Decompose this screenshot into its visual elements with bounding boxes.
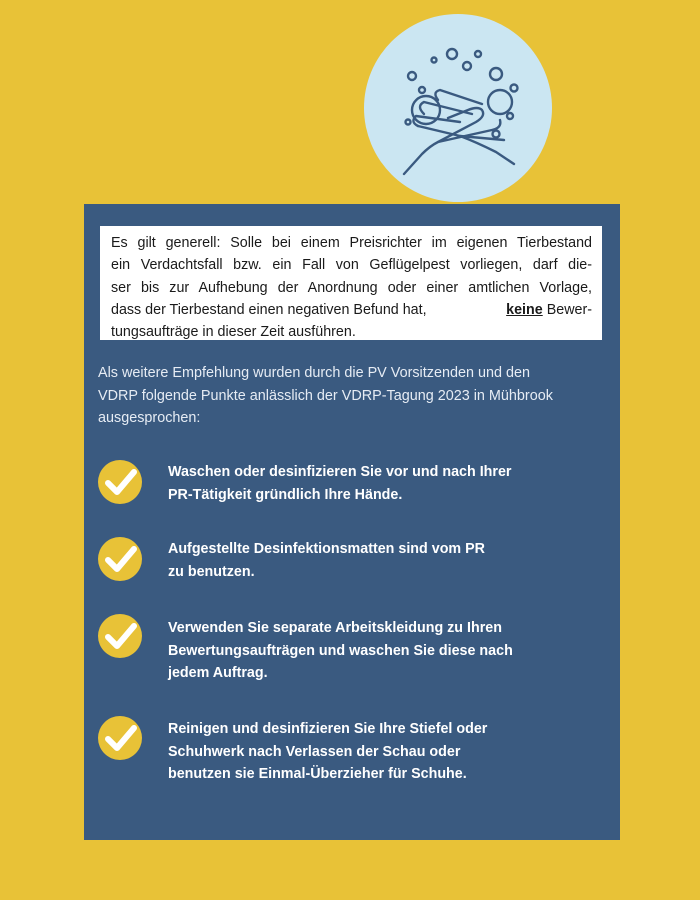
list-item-line: Aufgestellte Desinfektionsmatten sind vom PR xyxy=(168,541,485,557)
list-item-line: Waschen oder desinfizieren Sie vor und nach Ihrer xyxy=(168,464,512,480)
notice-line: ser bis zur Aufhebung der Anordnung oder einer amtlichen Vorlage, xyxy=(111,279,592,296)
list-item-text xyxy=(168,617,588,685)
checkmark-icon xyxy=(98,537,142,581)
checkmark-icon xyxy=(98,614,142,658)
info-panel xyxy=(84,204,620,840)
checkmark-icon xyxy=(98,460,142,504)
notice-box xyxy=(100,226,602,340)
notice-line: Es gilt generell: Solle bei einem Preisrichter im eigenen Tierbestand xyxy=(111,235,592,251)
list-item-line: benutzen sie Einmal-Überzieher für Schuhe. xyxy=(168,766,467,782)
notice-line: ein Verdachtsfall bzw. ein Fall von Geflügelpest vorliegen, darf die- xyxy=(111,257,592,274)
notice-line-end: Bewer- xyxy=(546,301,592,318)
list-item-line: PR-Tätigkeit gründlich Ihre Hände. xyxy=(168,486,403,503)
intro-text xyxy=(98,362,608,430)
list-item-text xyxy=(168,538,588,583)
notice-line-4 xyxy=(111,299,592,321)
list-item-line: Bewertungsaufträgen und waschen Sie diese nach xyxy=(168,642,513,659)
intro-line: VDRP folgende Punkte anlässlich der VDRP-Tagung 2023 in Mühbrook xyxy=(98,387,553,404)
list-item-line: Reinigen und desinfizieren Sie Ihre Stiefel oder xyxy=(168,721,488,737)
list-item-text xyxy=(168,718,588,786)
list-item-line: Schuhwerk nach Verlassen der Schau oder xyxy=(168,743,461,760)
intro-line: Als weitere Empfehlung wurden durch die PV Vorsitzenden und den xyxy=(98,365,530,381)
notice-keyword: keine xyxy=(506,301,543,318)
intro-line: ausgesprochen: xyxy=(98,410,201,426)
list-item-text xyxy=(168,461,588,506)
checkmark-icon xyxy=(98,716,142,760)
list-item-line: jedem Auftrag. xyxy=(168,665,268,681)
notice-line: tungsaufträge in dieser Zeit ausführen. xyxy=(111,324,356,341)
list-item-line: zu benutzen. xyxy=(168,563,255,580)
notice-line: dass der Tierbestand einen negativen Befund hat, xyxy=(111,301,427,318)
list-item-line: Verwenden Sie separate Arbeitskleidung zu Ihren xyxy=(168,620,502,636)
hand-washing-icon xyxy=(364,14,552,202)
